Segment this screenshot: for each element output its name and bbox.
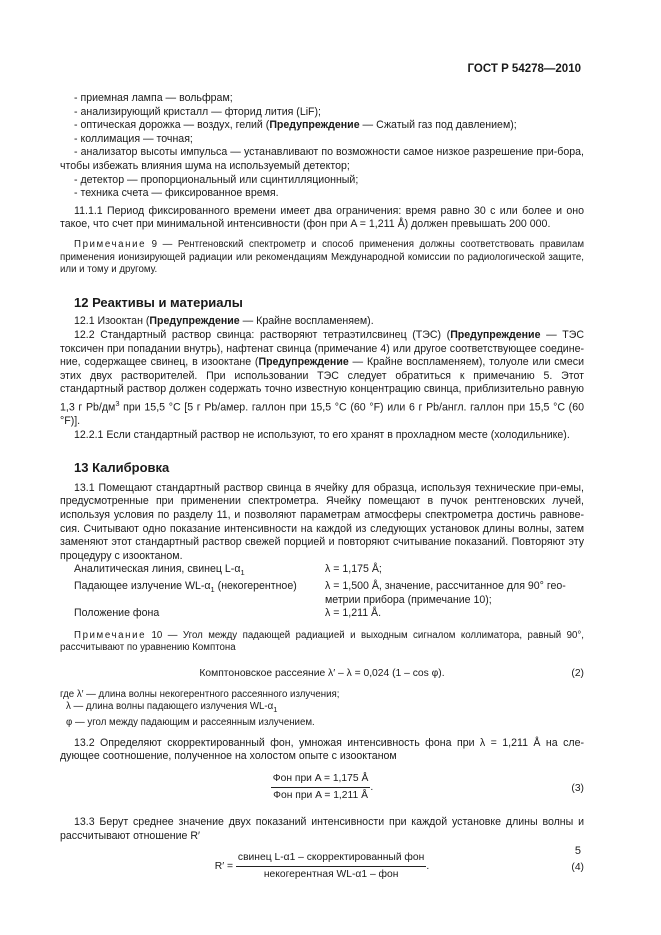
formula-3: $\frac{\text{Фон при A = 1,175 Å}}{\text{Фон при A = 1,211 Å}}$ . (3) <box>272 773 584 801</box>
table-row: Положение фона λ = 1,211 Å. <box>74 607 382 620</box>
paragraph-13-2: 13.2 Определяют скорректированный фон, умножая интенсивность фона при λ = 1,211 Å на сле-дующее соотношение, полученное на холостом опыте с изооктаном <box>60 736 584 763</box>
note-10: Примечание 10 — Угол между падающей радиацией и выходным сигналом коллиматора, равный 90°, рассчитывают по уравнению Комптона <box>60 629 584 654</box>
table-row: Падающее излучение $WL-\alpha_1$ (некогерентное) λ = 1,500 Å, значение, рассчитанное для 90° гео-метрии прибора (примечание 10); <box>74 580 566 606</box>
list-item: - анализатор высоты импульса — устанавливают по возможности самое низкое разрешение при-бора, чтобы избежать влияния шума на используемый детектор; <box>60 146 584 172</box>
page-content <box>60 92 584 885</box>
paragraph-12-2-1: 12.2.1 Если стандартный раствор не используют, то его хранят в прохладном месте (холодильнике). <box>74 428 570 441</box>
list-item: - анализирующий кристалл — фторид лития (LiF); <box>74 105 322 118</box>
section-13-heading: 13 Калибровка <box>74 460 170 476</box>
list-item: - коллимация — точная; <box>74 132 193 145</box>
table-row: Аналитическая линия, свинец $L-\alpha_1$ λ = 1,175 Å; <box>74 563 382 578</box>
list-item: - оптическая дорожка — воздух, гелий (Предупреждение — Сжатый газ под давлением); <box>74 119 517 132</box>
section-12-heading: 12 Реактивы и материалы <box>74 294 243 310</box>
list-item: - приемная лампа — вольфрам; <box>74 92 233 104</box>
paragraph-13-3: 13.3 Берут среднее значение двух показаний интенсивности при каждой установке длины волны и рассчитывают отношение R′ <box>60 816 584 842</box>
list-item: - детектор — пропорциональный или сцинтилляционный; <box>74 173 359 186</box>
page-number: 5 <box>574 845 581 857</box>
formula-2-legend: где λ′ — длина волны некогерентного рассеянного излучения; λ — длина волны падающего излучения $WL-\alpha_1$ φ — угол между падающим и рассеянным излучением. <box>60 689 340 728</box>
wavelength-settings-table <box>74 563 584 620</box>
note-9: Примечание 9 — Рентгеновский спектрометр и способ применения должны соответствовать правилам применения ионизирующей радиации или рекомендациям Международной комиссии по радиологической защите, или и тому и другому. <box>60 238 584 276</box>
formula-4: R′ = $\frac{\text{свинец L-α1 – скорректированный фон}}{\text{некогерентная WL-α1 – фон}}$ . (4) <box>214 852 584 880</box>
paragraph-13-1: 13.1 Помещают стандартный раствор свинца в ячейку для образца, используя технические при-емы, предусмотренные при применении спектрометра. Ячейку помещают в пучок рентгеновских лучей, используя условия по разделу 11, и позволяют параметрам атмосферы спектрометра достичь равнове-сия. Считывают одно показание интенсивности на каждой из следующих установок длины волны, затем заменяют этот стандартный раствор свежей порцией и повторяют считывание показаний. Повторяют эту процедуру с изооктаном. <box>60 481 584 562</box>
paragraph-12-1: 12.1 Изооктан (Предупреждение — Крайне воспламеняем). <box>74 315 374 328</box>
paragraph-12-2: 12.2 Стандартный раствор свинца: растворяют тетраэтилсвинец (ТЭС) (Предупреждение — ТЭС токсичен при попадании внутрь), нафтенат свинца (примечание 4) или другое соответствующее соедине-ние, содержащее свинец, в изооктане (Предупреждение — Крайне воспламеняем), толуоле или смеси этих двух растворителей. При использовании ТЭС следует обратиться к примечанию 5. Этот стандартный раствор должен содержать точно известную концентрацию свинца, приблизительно равную 1,3 г $Pb/дм^3$ при 15,5 °С [5 г Pb/амер. галлон при 15,5 °С (60 °F) или 6 г Pb/англ. галлон при 15,5 °С (60 °F)]. <box>60 328 585 427</box>
formula-2: Комптоновское рассеяние λ′ – λ = 0,024 (1 – cos φ). (2) <box>199 668 584 680</box>
paragraph-11-1-1: 11.1.1 Период фиксированного времени имеет два ограничения: время равно 30 с или более и оно такое, что счет при минимальной интенсивности (фон при A = 1,211 Å) должен превышать 200 000. <box>60 204 584 231</box>
standard-header: ГОСТ Р 54278—2010 <box>467 63 581 75</box>
list-item: - техника счета — фиксированное время. <box>74 187 279 200</box>
